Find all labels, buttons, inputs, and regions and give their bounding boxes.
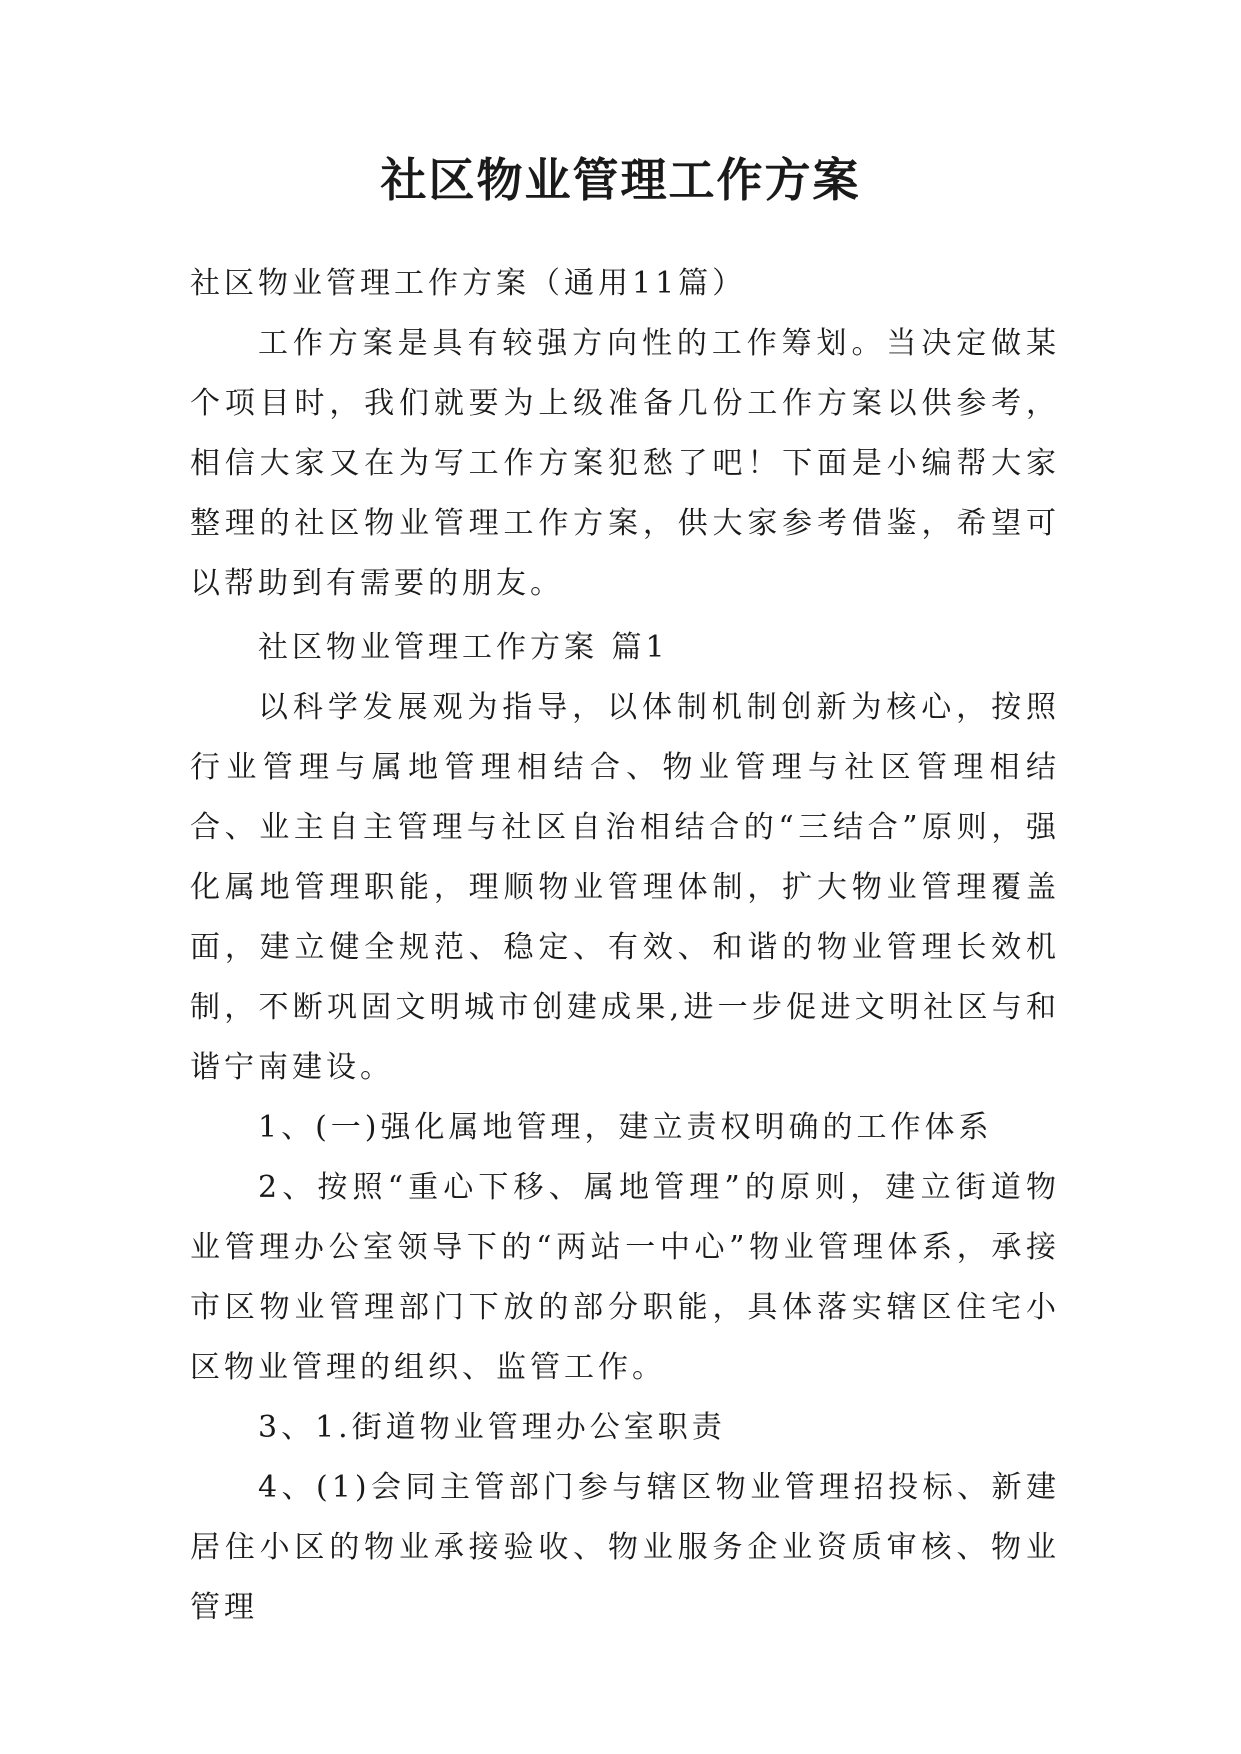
document-subtitle: 社区物业管理工作方案（通用11篇） [190, 266, 747, 301]
section-body [190, 618, 1060, 1638]
body-paragraph: 以科学发展观为指导，以体制机制创新为核心，按照行业管理与属地管理相结合、物业管理与社区管理相结合、业主自主管理与社区自治相结合的“三结合”原则，强化属地管理职能，理顺物业管理体制，扩大物业管理覆盖面，建立健全规范、稳定、有效、和谐的物业管理长效机制，不断巩固文明城市创建成果,进一步促进文明社区与和谐宁南建设。 [190, 690, 1060, 1085]
document-title: 社区物业管理工作方案 [380, 153, 861, 207]
list-item: 4、(1)会同主管部门参与辖区物业管理招投标、新建居住小区的物业承接验收、物业服务企业资质审核、物业管理 [190, 1470, 1060, 1625]
list-item: 1、(一)强化属地管理，建立责权明确的工作体系 [258, 1110, 993, 1145]
list-item: 3、1.街道物业管理办公室职责 [258, 1410, 726, 1445]
intro-paragraph: 工作方案是具有较强方向性的工作筹划。当决定做某个项目时，我们就要为上级准备几份工作方案以供参考，相信大家又在为写工作方案犯愁了吧！下面是小编帮大家整理的社区物业管理工作方案，供大家参考借鉴，希望可以帮助到有需要的朋友。 [190, 326, 1060, 601]
document-body [190, 254, 1060, 614]
section-heading: 社区物业管理工作方案 篇1 [258, 630, 669, 665]
list-item: 2、按照“重心下移、属地管理”的原则，建立街道物业管理办公室领导下的“两站一中心”物业管理体系，承接市区物业管理部门下放的部分职能，具体落实辖区住宅小区物业管理的组织、监管工作。 [190, 1170, 1060, 1385]
